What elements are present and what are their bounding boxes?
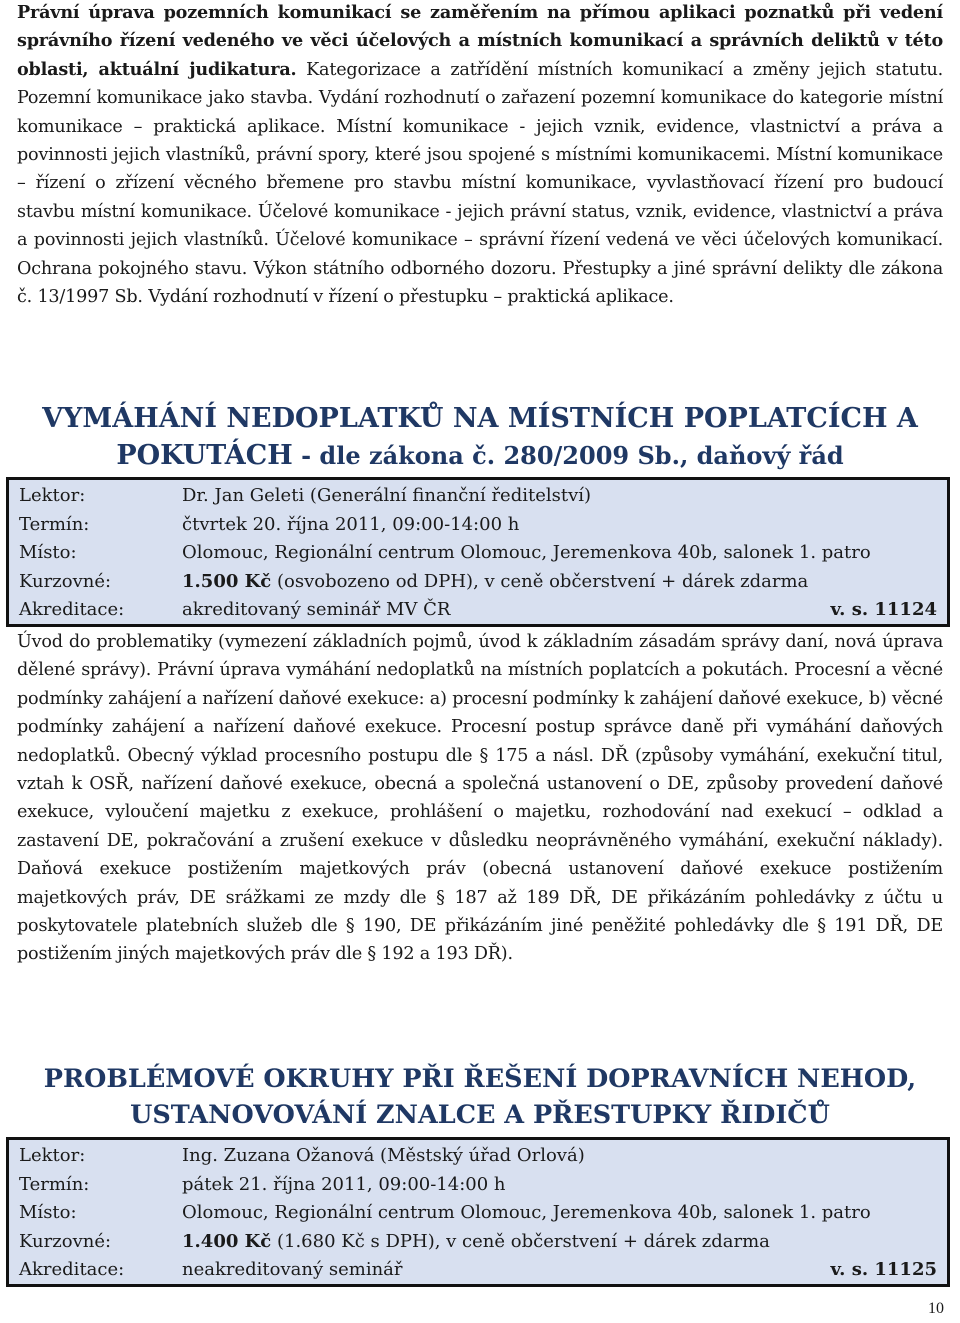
course2-title-line1: PROBLÉMOVÉ OKRUHY PŘI ŘEŠENÍ DOPRAVNÍCH NEHOD,: [43, 1064, 917, 1094]
course1-termin: čtvrtek 20. října 2011, 09:00-14:00 h: [182, 513, 520, 535]
course1-info-box: [6, 477, 950, 627]
course1-title: [17, 400, 943, 474]
course1-label-termin: Termín:: [19, 513, 90, 535]
course2-termin: pátek 21. října 2011, 09:00-14:00 h: [182, 1173, 506, 1195]
course2-code: v. s. 11125: [830, 1259, 937, 1281]
course2-label-misto: Místo:: [19, 1202, 77, 1224]
course1-kurzovne: [182, 568, 808, 597]
course1-row-termin: [19, 511, 937, 540]
course2-label-lektor: Lektor:: [19, 1145, 86, 1166]
course1-label-lektor: Lektor:: [19, 485, 86, 506]
course1-row-misto: [19, 539, 937, 568]
course2-akreditace: neakreditovaný seminář: [182, 1259, 403, 1281]
course1-title-line2: [17, 437, 943, 474]
course1-label-misto: Místo:: [19, 542, 77, 564]
course2-row-termin: [19, 1171, 937, 1200]
course2-label-akreditace: Akreditace:: [19, 1259, 125, 1281]
intro-bold-text: Právní úprava pozemních komunikací se zaměřením na přímou aplikaci poznatků při vedení správního řízení vedeného ve věci účelových a místních komunikací a správních deliktů v této oblasti, aktuální judikatura.: [17, 2, 943, 80]
course1-description: Úvod do problematiky (vymezení základních pojmů, úvod k základním zásadám správy daní, nová úprava dělené správy). Právní úprava vymáhání nedoplatků na místních poplatcích a pokutách. Procesní a věcné podmínky zahájení a nařízení daňové exekuce: a) procesní podmínky k zahájení daňové exekuce, b) věcné podmínky zahájení a nařízení daňové exekuce. Procesní postup správce daně při vymáhání daňových nedoplatků. Obecný výklad procesního postupu dle § 175 a násl. DŘ (způsoby vymáhání, exekuční titul, vztah k OSŘ, nařízení daňové exekuce, obecná a společná ustanovení o DE, způsoby provedení daňové exekuce, vyloučení majetku z exekuce, prohlášení o majetku, rozhodování nad exekucí – odklad a zastavení DE, pokračování a zrušení exekuce v důsledku neoprávněného vymáhání, exekuční náklady). Daňová exekuce postižením majetkových práv (obecná ustanovení daňové exekuce postižením majetkových práv, DE srážkami ze mzdy dle § 187 až 189 DŘ, DE přikázáním pohledávky z účtu u poskytovatele platebních služeb dle § 190, DE přikázáním jiné peněžité pohledávky dle § 191 DŘ, DE postižením jiných majetkových práv dle § 192 a 193 DŘ).: [17, 632, 943, 965]
course2-title: [17, 1061, 943, 1133]
course1-title-law: - dle zákona č. 280/2009 Sb.: [292, 441, 680, 470]
course1-title-line1: VYMÁHÁNÍ NEDOPLATKŮ NA MÍSTNÍCH POPLATCÍCH A: [42, 403, 918, 434]
course1-lektor: Dr. Jan Geleti (Generální finanční ředitelství): [182, 485, 592, 506]
intro-text: Kategorizace a zatřídění místních komunikací a změny jejich statutu. Pozemní komunikace jako stavba. Vydání rozhodnutí o zařazení pozemní komunikace do kategorie místní komunikace – praktická aplikace. Místní komunikace - jejich vznik, evidence, vlastnictví a práva a povinnosti jejich vlastníků, právní spory, které jsou spojené s místními komunikacemi. Místní komunikace – řízení o zřízení věcného břemene pro stavbu místní komunikace, vyvlastňovací řízení pro budoucí stavbu místní komunikace. Účelové komunikace - jejich právní status, vznik, evidence, vlastnictví a práva a povinnosti jejich vlastníků. Účelové komunikace – správní řízení vedená ve věci účelových komunikací. Ochrana pokojného stavu. Výkon státního odborného dozoru. Přestupky a jiné správní delikty dle zákona č. 13/1997 Sb. Vydání rozhodnutí v řízení o přestupku – praktická aplikace.: [17, 59, 943, 308]
course2-row-kurzovne: [19, 1228, 937, 1257]
course1-title-main: POKUTÁCH: [116, 440, 293, 471]
intro-paragraph: [17, 0, 943, 311]
course2-row-misto: [19, 1199, 937, 1228]
course2-misto: Olomouc, Regionální centrum Olomouc, Jeremenkova 40b, salonek 1. patro: [182, 1202, 871, 1224]
course1-price-note: (osvobozeno od DPH), v ceně občerstvení + dárek zdarma: [271, 570, 809, 592]
course1-row-kurzovne: [19, 568, 937, 597]
course2-kurzovne: [182, 1228, 770, 1257]
page-number: 10: [928, 1300, 944, 1317]
course2-price-note: (1.680 Kč s DPH), v ceně občerstvení + dárek zdarma: [271, 1230, 770, 1252]
course1-price: 1.500 Kč: [182, 570, 272, 592]
course2-row-akreditace: [19, 1256, 937, 1285]
course2-row-lektor: [19, 1142, 937, 1171]
course1-code: v. s. 11124: [830, 599, 937, 621]
course1-akreditace: akreditovaný seminář MV ČR: [182, 599, 451, 621]
course1-label-akreditace: Akreditace:: [19, 599, 125, 621]
course1-title-tail: , daňový řád: [679, 441, 844, 470]
course2-info-box: [6, 1137, 950, 1287]
course1-row-lektor: [19, 482, 937, 511]
course2-title-line2: USTANOVOVÁNÍ ZNALCE A PŘESTUPKY ŘIDIČŮ: [130, 1100, 830, 1130]
course2-label-termin: Termín:: [19, 1173, 90, 1195]
course1-row-akreditace: [19, 596, 937, 625]
course2-price: 1.400 Kč: [182, 1230, 272, 1252]
course1-label-kurzovne: Kurzovné:: [19, 570, 112, 592]
course1-misto: Olomouc, Regionální centrum Olomouc, Jeremenkova 40b, salonek 1. patro: [182, 542, 871, 564]
course2-lektor: Ing. Zuzana Ožanová (Městský úřad Orlová): [182, 1145, 585, 1166]
course2-label-kurzovne: Kurzovné:: [19, 1230, 112, 1252]
